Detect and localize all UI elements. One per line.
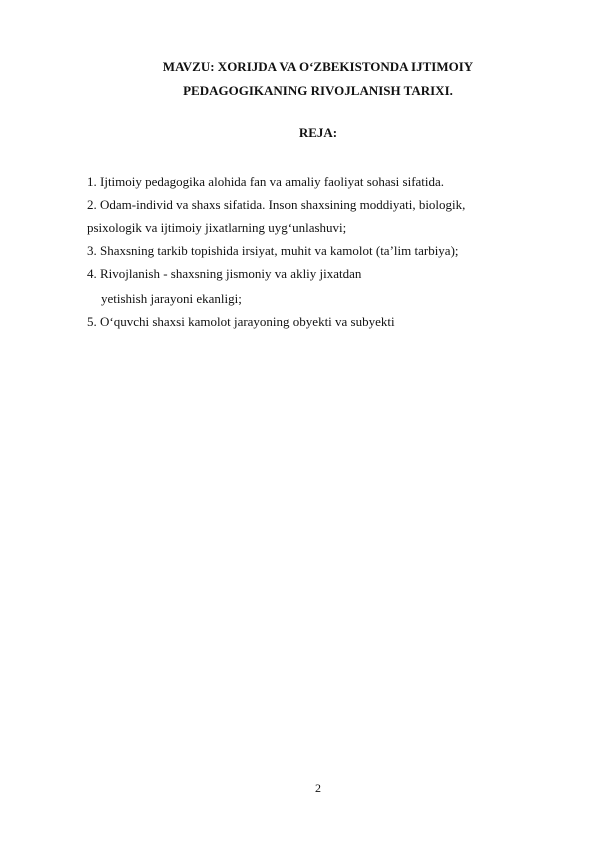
plan-item-3: 3. Shaxsning tarkib topishida irsiyat, muhit va kamolot (ta’lim tarbiya);	[87, 243, 459, 258]
title-line-1: MAVZU: XORIJDA VA O‘ZBEKISTONDA IJTIMOIY	[162, 59, 474, 74]
plan-item-4: 4. Rivojlanish - shaxsning jismoniy va akliy jixatdan	[87, 266, 362, 281]
plan-item-1: 1. Ijtimoiy pedagogika alohida fan va amaliy faoliyat sohasi sifatida.	[87, 174, 445, 189]
plan-item-4-continuation: yetishish jarayoni ekanligi;	[101, 291, 242, 306]
plan-heading: REJA:	[298, 125, 338, 140]
title-line-2: PEDAGOGIKANING RIVOJLANISH TARIXI.	[183, 83, 453, 98]
plan-item-2-continuation: psixologik va ijtimoiy jixatlarning uyg‘unlashuvi;	[87, 220, 347, 235]
page-number: 2	[315, 781, 321, 795]
plan-item-5: 5. O‘quvchi shaxsi kamolot jarayoning obyekti va subyekti	[87, 314, 395, 329]
plan-item-2: 2. Odam-individ va shaxs sifatida. Inson shaxsining moddiyati, biologik,	[87, 197, 466, 212]
